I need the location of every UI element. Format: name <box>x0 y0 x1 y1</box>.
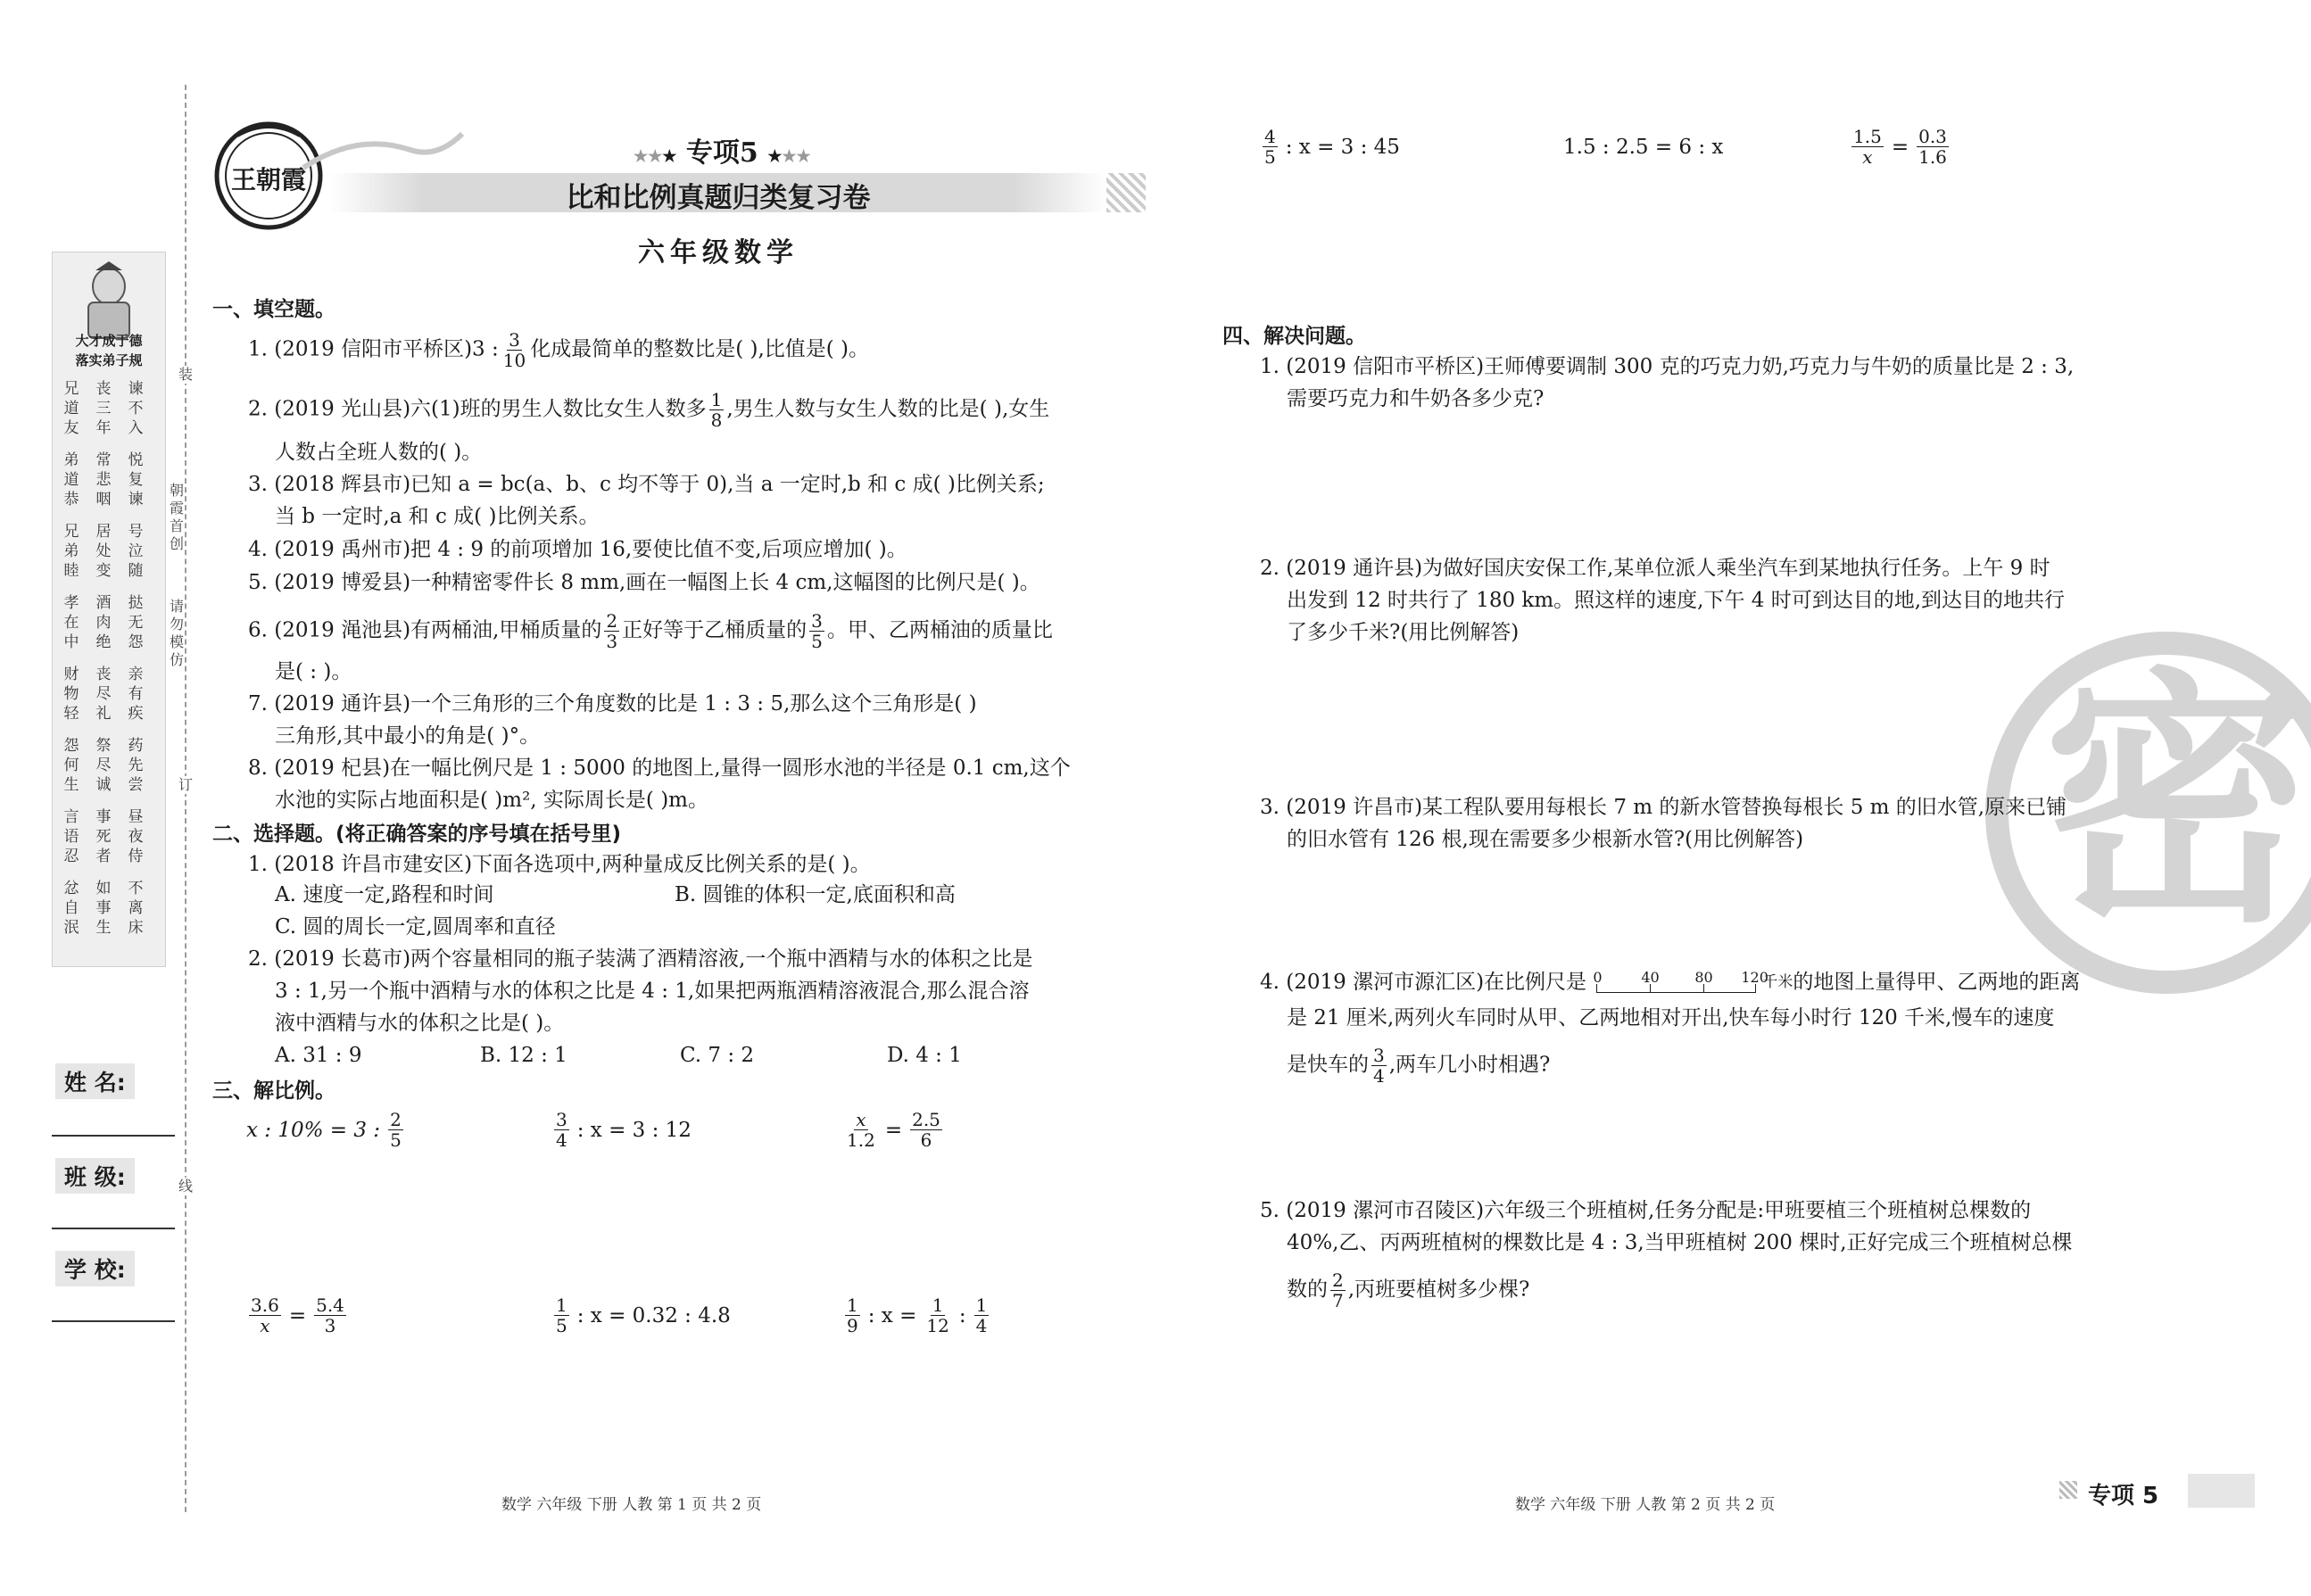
s2-q1-option-c: C. 圆的周长一定,圆周率和直径 <box>275 915 556 939</box>
ribbon-decoration <box>303 123 464 177</box>
fraction: $\frac{1}{5}$ <box>556 1294 567 1336</box>
sidebar-poem-column: 谏不入 <box>128 380 144 437</box>
s2-q2-option-d: D. 4 : 1 <box>887 1044 962 1067</box>
s2-q1-option-a: A. 速度一定,路程和时间 <box>275 883 494 906</box>
s1-question-8-cont: 水池的实际占地面积是( )m², 实际周长是( )m。 <box>275 789 708 812</box>
name-label: 姓 名: <box>55 1063 135 1099</box>
sidebar-poem-column: 弟道恭 <box>63 451 79 509</box>
proportion-6: $\frac{1}{9}$ : x = $\frac{1}{12}$ : $\frac{1}{4}$ <box>847 1294 988 1336</box>
s4-question-2-cont2: 了多少千米?(用比例解答) <box>1287 621 1520 644</box>
s4-question-3: 3. (2019 许昌市)某工程队要用每根长 7 m 的新水管替换每根长 5 m 的旧水管,原来已铺 <box>1260 796 2067 819</box>
footer-left: 数学 六年级 下册 人教 第 1 页 共 2 页 <box>501 1496 762 1514</box>
sidebar-poem-column: 号泣随 <box>128 523 144 580</box>
sidebar-poem-column: 不离床 <box>128 880 144 937</box>
page-subtitle: 六年级数学 <box>638 237 799 269</box>
s1-question-4: 4. (2019 禹州市)把 4 : 9 的前项增加 16,要使比值不变,后项应增加( )。 <box>248 538 907 561</box>
sidebar-poem-column: 祭尽诚 <box>95 737 112 794</box>
fraction: $\frac{1}{12}$ <box>926 1294 949 1336</box>
sidebar-poem-column: 悦复谏 <box>128 451 144 509</box>
scale-tick-label: 0 <box>1593 969 1603 986</box>
fraction: $\frac{5.4}{3}$ <box>316 1294 344 1336</box>
footer-decoration <box>2059 1481 2077 1499</box>
fraction: $\frac{x}{1.2}$ <box>847 1109 875 1151</box>
sidebar-panel <box>52 252 166 967</box>
class-line[interactable] <box>52 1228 175 1229</box>
sidebar-poem-column: 忿自泯 <box>63 880 79 937</box>
sidebar-poem-column: 药先尝 <box>128 737 144 794</box>
fraction: $\frac{3}{5}$ <box>811 610 823 652</box>
section1-heading: 一、填空题。 <box>212 298 335 321</box>
fraction: $\frac{3}{4}$ <box>556 1109 567 1151</box>
proportion-5: $\frac{1}{5}$ : x = 0.32 : 4.8 <box>556 1294 731 1336</box>
star-icon: ★ <box>662 147 677 166</box>
footer-tab <box>2188 1474 2255 1508</box>
s4-question-2-cont1: 出发到 12 时共行了 180 km。照这样的速度,下午 4 时可到达目的地,到达目的地共行 <box>1287 589 2066 612</box>
s2-q1-option-b: B. 圆锥的体积一定,底面积和高 <box>675 883 956 906</box>
scale-bar <box>1593 968 1768 998</box>
sidebar-poem-column: 言语忍 <box>63 808 79 865</box>
sidebar-poem-column: 怨何生 <box>63 737 79 794</box>
s1-question-3: 3. (2018 辉县市)已知 a = bc(a、b、c 均不等于 0),当 a 一定时,b 和 c 成( )比例关系; <box>248 473 1045 496</box>
s2-q2-option-b: B. 12 : 1 <box>480 1044 567 1067</box>
scale-unit: 千米 <box>1762 973 1793 991</box>
page-title: 比和比例真题归类复习卷 <box>566 182 871 214</box>
proportion-2: $\frac{3}{4}$ : x = 3 : 12 <box>556 1109 692 1151</box>
s4-question-1-cont: 需要巧克力和牛奶各多少克? <box>1287 387 1545 410</box>
sidebar-poem-column: 财物轻 <box>63 666 79 723</box>
name-line[interactable] <box>52 1135 175 1137</box>
s1-question-8: 8. (2019 杞县)在一幅比例尺是 1 : 5000 的地图上,量得一圆形水池的半径是 0.1 cm,这个 <box>248 757 1071 780</box>
sidebar-poem-column: 昼夜侍 <box>128 808 144 865</box>
s4-question-4-cont2: 是快车的 $\frac{3}{4}$ ,两车几小时相遇? <box>1287 1045 1551 1087</box>
fraction: $\frac{3}{4}$ <box>1373 1045 1385 1087</box>
s4-question-3-cont: 的旧水管有 126 根,现在需要多少根新水管?(用比例解答) <box>1287 828 1804 851</box>
s1-question-6: 6. (2019 渑池县)有两桶油,甲桶质量的 $\frac{2}{3}$ 正好等于乙桶质量的 $\frac{3}{5}$ 。甲、乙两桶油的质量比 <box>248 610 1053 652</box>
proportion-9: $\frac{1.5}{x}$ = $\frac{0.3}{1.6}$ <box>1853 126 1947 168</box>
fraction: $\frac{0.3}{1.6}$ <box>1918 126 1947 168</box>
s2-question-1: 1. (2018 许昌市建安区)下面各选项中,两种量成反比例关系的是( )。 <box>248 853 871 876</box>
fraction: $\frac{2}{7}$ <box>1332 1269 1344 1311</box>
s1-question-6-cont: 是( : )。 <box>275 660 352 683</box>
sidebar-poem <box>58 379 162 959</box>
proportion-3: $\frac{x}{1.2}$ = $\frac{2.5}{6}$ <box>847 1109 940 1151</box>
school-label: 学 校: <box>55 1251 135 1286</box>
binder-mark-2: 订 <box>175 776 196 794</box>
s2-question-2: 2. (2019 长葛市)两个容量相同的瓶子装满了酒精溶液,一个瓶中酒精与水的体积之比是 <box>248 947 1033 971</box>
series-title: ★★★ 专项5 ★★★ <box>634 137 811 169</box>
footer-right: 数学 六年级 下册 人教 第 2 页 共 2 页 <box>1515 1496 1776 1514</box>
s1-question-7-cont: 三角形,其中最小的角是( )°。 <box>275 724 541 748</box>
fraction: $\frac{3}{10}$ <box>502 329 526 371</box>
fraction: $\frac{2}{3}$ <box>606 610 618 652</box>
sidebar-poem-column: 兄道友 <box>63 380 79 437</box>
fraction: $\frac{3.6}{x}$ <box>251 1294 279 1336</box>
sidebar-motto-2: 落实弟子规 <box>75 352 143 368</box>
sidebar-poem-column: 孝在中 <box>63 594 79 651</box>
section2-heading: 二、选择题。(将正确答案的序号填在括号里) <box>212 823 622 846</box>
fraction: $\frac{1}{9}$ <box>847 1294 858 1336</box>
checker-decoration <box>1106 173 1146 212</box>
s4-question-4-cont1: 是 21 厘米,两列火车同时从甲、乙两地相对开出,快车每小时行 120 千米,慢车的速度 <box>1287 1006 2055 1030</box>
proportion-1: x : 10% = 3 : $\frac{2}{5}$ <box>246 1109 402 1151</box>
scale-tick-label: 120 <box>1741 969 1768 986</box>
binder-mark-3: 线 <box>175 1178 196 1195</box>
sidebar-poem-column: 常悲咽 <box>95 451 112 509</box>
footer-series-tag: 专项 5 <box>2088 1483 2159 1509</box>
fraction: $\frac{1.5}{x}$ <box>1853 126 1882 168</box>
s4-question-5: 5. (2019 漯河市召陵区)六年级三个班植树,任务分配是:甲班要植三个班植树总棵数的 <box>1260 1199 2032 1222</box>
scale-tick-label: 80 <box>1694 969 1713 986</box>
proportion-8: 1.5 : 2.5 = 6 : x <box>1563 136 1724 159</box>
s4-question-5-cont2: 数的 $\frac{2}{7}$ ,丙班要植树多少棵? <box>1287 1269 1530 1311</box>
sidebar-poem-column: 如事生 <box>95 880 112 937</box>
binder-mark-1: 装 <box>175 366 196 384</box>
s1-question-7: 7. (2019 通许县)一个三角形的三个角度数的比是 1 : 3 : 5,那么这个三角形是( ) <box>248 692 977 715</box>
sidebar-motto-1: 大才成于德 <box>75 333 143 349</box>
binder-text-2: 请勿模仿 <box>169 598 184 668</box>
brand-logo-text: 王朝霞 <box>230 165 306 194</box>
sidebar-poem-column: 挞无怨 <box>128 594 144 651</box>
scale-tick-label: 40 <box>1641 969 1660 986</box>
s1-question-2-cont: 人数占全班人数的( )。 <box>275 441 483 464</box>
section3-heading: 三、解比例。 <box>212 1079 335 1103</box>
s2-q2-option-c: C. 7 : 2 <box>680 1044 755 1067</box>
binder-text-1: 朝霞首创 <box>169 482 184 552</box>
sidebar-poem-column: 亲有疾 <box>128 666 144 723</box>
star-icon: ★★ <box>634 147 663 166</box>
sidebar-poem-column: 酒肉绝 <box>95 594 112 651</box>
s4-question-4: 4. (2019 漯河市源汇区)在比例尺是 0 40 80 120 $^{千米}$的地图上量得甲、乙两地的距离 <box>1260 967 2080 998</box>
s2-q2-option-a: A. 31 : 9 <box>275 1044 362 1067</box>
sidebar-poem-column: 居处变 <box>95 523 112 580</box>
star-icon: ★★ <box>782 147 811 166</box>
s2-question-2-cont1: 3 : 1,另一个瓶中酒精与水的体积之比是 4 : 1,如果把两瓶酒精溶液混合,那么混合溶 <box>275 980 1030 1003</box>
s4-question-5-cont1: 40%,乙、丙两班植树的棵数比是 4 : 3,当甲班植树 200 棵时,正好完成三个班植树总棵 <box>1287 1231 2073 1254</box>
binding-dashed-line <box>185 85 186 1512</box>
sidebar-poem-column: 事死者 <box>95 808 112 865</box>
s4-question-1: 1. (2019 信阳市平桥区)王师傅要调制 300 克的巧克力奶,巧克力与牛奶的质量比是 2 : 3, <box>1260 355 2075 378</box>
sidebar-poem-column: 丧尽礼 <box>95 666 112 723</box>
s1-question-5: 5. (2019 博爱县)一种精密零件长 8 mm,画在一幅图上长 4 cm,这幅图的比例尺是( )。 <box>248 571 1040 594</box>
fraction: $\frac{2}{5}$ <box>390 1109 402 1151</box>
sidebar-poem-column: 兄弟睦 <box>63 523 79 580</box>
fraction: $\frac{1}{4}$ <box>975 1294 988 1336</box>
fraction: $\frac{4}{5}$ <box>1264 126 1276 168</box>
s1-question-2: 2. (2019 光山县)六(1)班的男生人数比女生人数多 $\frac{1}{8}$ ,男生人数与女生人数的比是( ),女生 <box>248 389 1050 431</box>
confidential-stamp-text: 密 <box>2043 647 2311 958</box>
class-label: 班 级: <box>55 1158 135 1194</box>
fraction: $\frac{1}{8}$ <box>710 389 723 431</box>
s2-question-2-cont2: 液中酒精与水的体积之比是( )。 <box>275 1012 565 1035</box>
school-line[interactable] <box>52 1320 175 1322</box>
star-icon: ★ <box>767 147 783 166</box>
s1-question-3-cont: 当 b 一定时,a 和 c 成( )比例关系。 <box>275 505 600 528</box>
proportion-7: $\frac{4}{5}$ : x = 3 : 45 <box>1264 126 1400 168</box>
s4-question-2: 2. (2019 通许县)为做好国庆安保工作,某单位派人乘坐汽车到某地执行任务。上午 9 时 <box>1260 557 2050 580</box>
proportion-4: $\frac{3.6}{x}$ = $\frac{5.4}{3}$ <box>251 1294 344 1336</box>
fraction: $\frac{2.5}{6}$ <box>912 1109 940 1151</box>
sidebar-poem-column: 丧三年 <box>95 380 112 437</box>
section4-heading: 四、解决问题。 <box>1222 325 1366 348</box>
s1-question-1: 1. (2019 信阳市平桥区)3 : $\frac{3}{10}$ 化成最简单的整数比是( ),比值是( )。 <box>248 329 870 371</box>
